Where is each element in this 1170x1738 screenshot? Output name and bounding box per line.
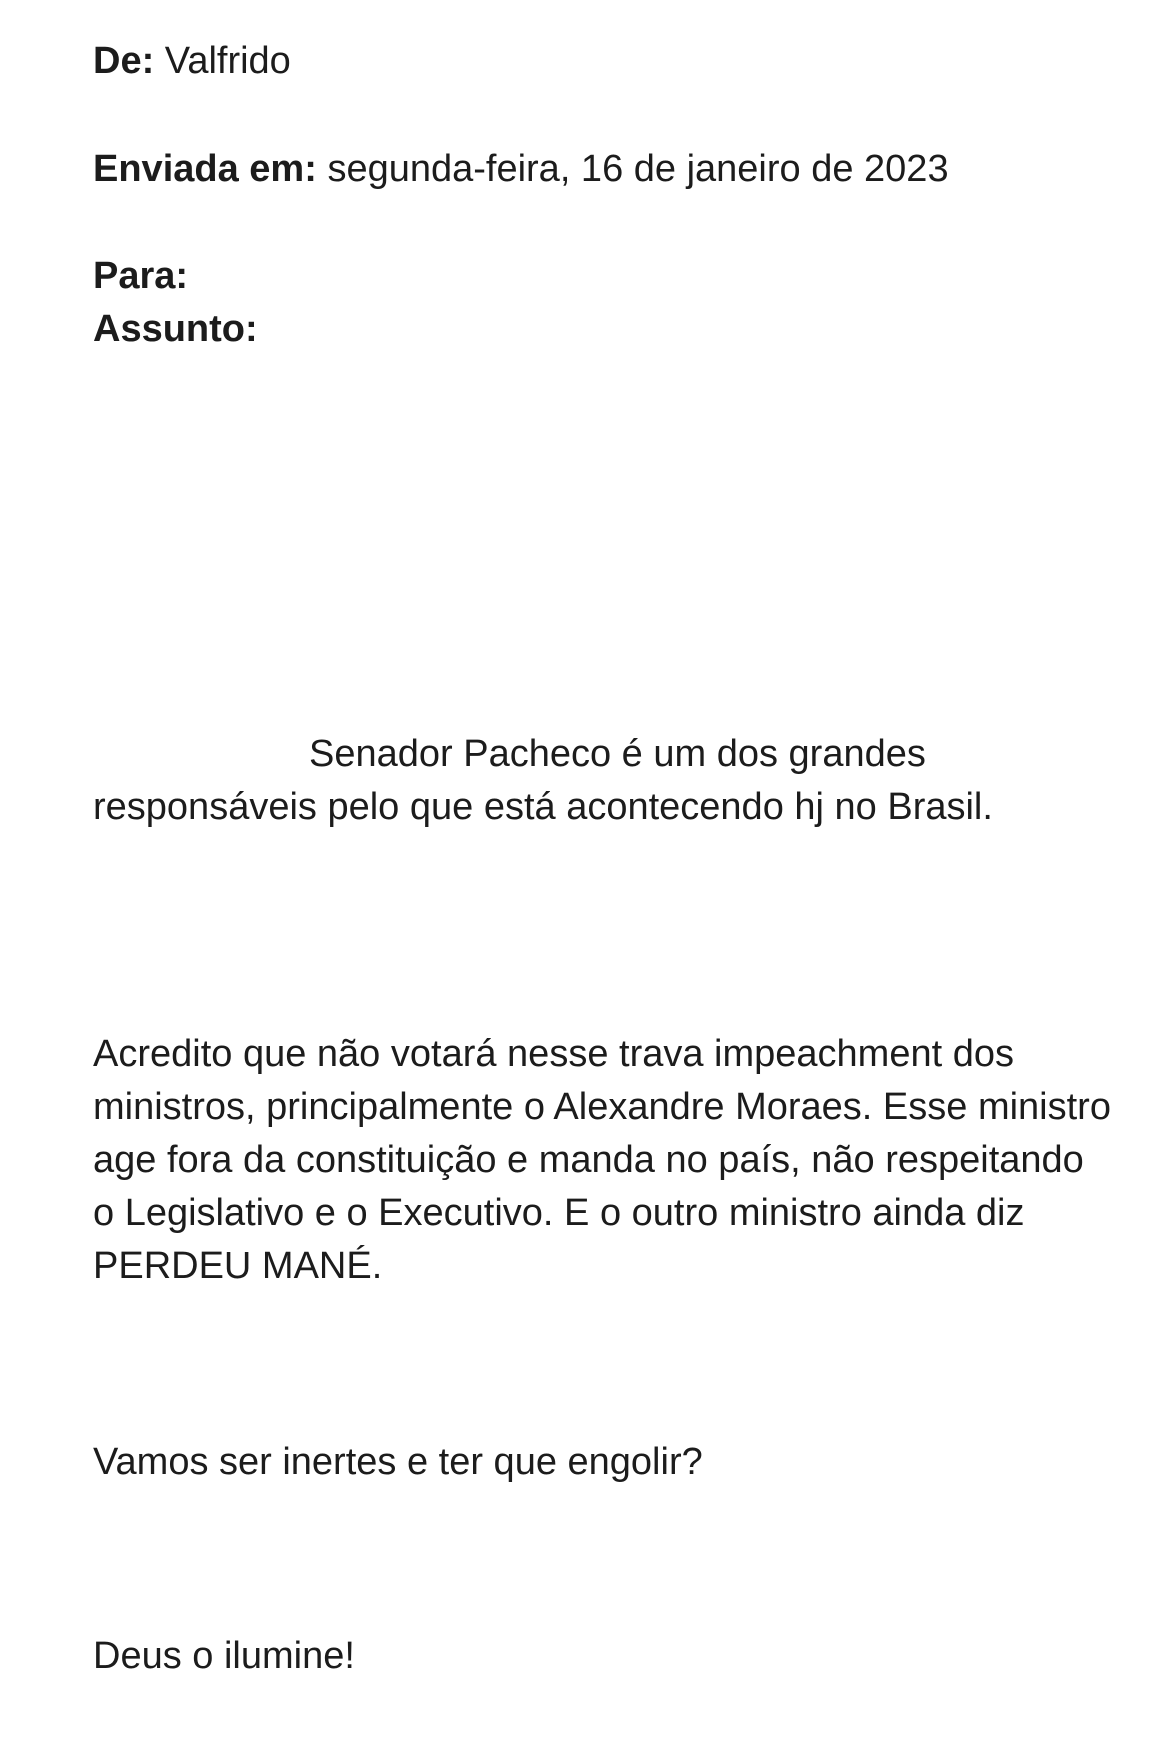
sent-label: Enviada em: bbox=[93, 148, 317, 190]
sent-line bbox=[93, 146, 949, 192]
subject-label: Assunto: bbox=[93, 308, 258, 350]
from-label: De: bbox=[93, 40, 155, 82]
paragraph-1-text: Senador Pacheco é um dos grandes responsáveis pelo que está acontecendo hj no Brasil. bbox=[93, 733, 993, 828]
closing-line: Deus o ilumine! bbox=[93, 1635, 355, 1677]
body-paragraph bbox=[93, 728, 1113, 834]
from-line bbox=[93, 38, 291, 84]
to-label: Para: bbox=[93, 255, 189, 297]
subject-line bbox=[93, 306, 258, 352]
to-line bbox=[93, 253, 188, 299]
body-paragraph: Vamos ser inertes e ter que engolir? bbox=[93, 1441, 703, 1483]
body-paragraph: Acredito que não votará nesse trava impeachment dos ministros, principalmente o Alexandre Moraes. Esse ministro age fora da constituição e manda no país, não respeitando o Legislativo e o Executivo. E o outro ministro ainda diz PERDEU MANÉ. bbox=[93, 1033, 1111, 1287]
from-value: Valfrido bbox=[164, 40, 291, 82]
sent-value: segunda-feira, 16 de janeiro de 2023 bbox=[327, 148, 949, 190]
